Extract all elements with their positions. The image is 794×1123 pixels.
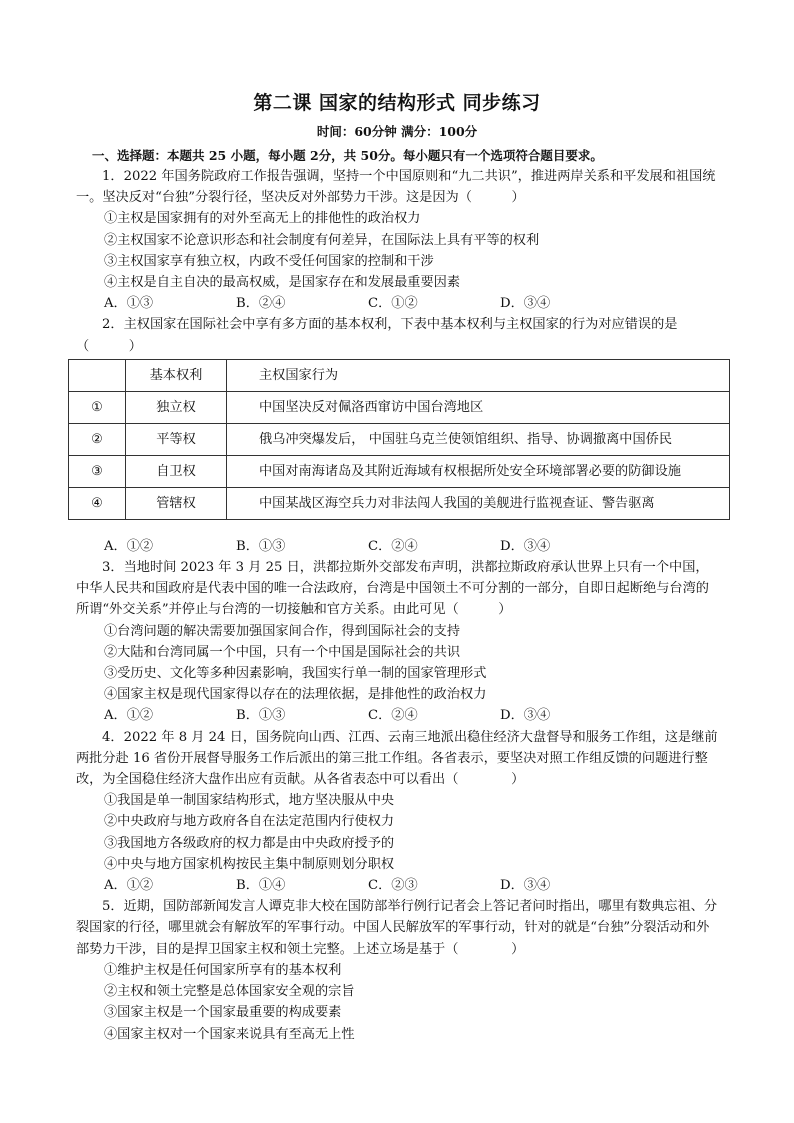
- statement-option: ④国家主权是现代国家得以存在的法理依据，是排他性的政治权力: [104, 687, 487, 703]
- choice-c[interactable]: C．②④: [368, 538, 418, 554]
- statement-option: ④中央与地方国家机构按民主集中制原则划分职权: [104, 856, 395, 872]
- table-cell: 俄乌冲突爆发后， 中国驻乌克兰使领馆组织、指导、协调撤离中国侨民: [227, 423, 730, 455]
- question-4: [76, 727, 720, 897]
- table-row: [69, 423, 730, 455]
- statement-option: ②主权国家不论意识形态和社会制度有何差异，在国际法上具有平等的权利: [104, 232, 540, 248]
- page-title: 第二课 国家的结构形式 同步练习: [253, 92, 541, 114]
- question-stem: 3．当地时间 2023 年 3 月 25 日，洪都拉斯外交部发布声明，洪都拉斯政府承认世界上只有一个中国，中华人民共和国政府是代表中国的唯一合法政府，台湾是中国领土不可分割的一部分，自即日起断绝与台湾的所谓“外交关系”并停止与台湾的一切接触和官方关系。由此可见（ ）: [76, 560, 709, 618]
- table-row: [69, 391, 730, 423]
- choice-a[interactable]: A．①②: [104, 538, 154, 554]
- choice-b[interactable]: B．①③: [236, 538, 286, 554]
- statement-option: ③我国地方各级政府的权力都是由中央政府授予的: [104, 835, 395, 851]
- choice-b[interactable]: B．②④: [236, 296, 286, 312]
- table-header-cell: [69, 359, 126, 391]
- table-row: [69, 487, 730, 519]
- question-3: [76, 557, 720, 727]
- answer-choices: [104, 536, 720, 557]
- question-stem: 5．近期，国防部新闻发言人谭克非大校在国防部举行例行记者会上答记者问时指出，哪里有数典忘祖、分裂国家的行径，哪里就会有解放军的军事行动。中国人民解放军的军事行动，针对的就是“台独”分裂活动和外部势力干涉，目的是捍卫国家主权和领土完整。上述立场是基于（ ）: [76, 899, 718, 957]
- statement-option: ③受历史、文化等多种因素影响，我国实行单一制的国家管理形式: [104, 666, 487, 682]
- question-5: [76, 896, 720, 1044]
- choice-b[interactable]: B．①③: [236, 708, 286, 724]
- statement-option: ②中央政府与地方政府各自在法定范围内行使权力: [104, 814, 395, 830]
- table-header-cell: 基本权利: [126, 359, 227, 391]
- choice-c[interactable]: C．②③: [368, 878, 418, 894]
- table-cell: 中国坚决反对佩洛西窜访中国台湾地区: [227, 391, 730, 423]
- choice-c[interactable]: C．①②: [368, 296, 418, 312]
- statement-option: ①台湾问题的解决需要加强国家间合作，得到国际社会的支持: [104, 623, 461, 639]
- choice-d[interactable]: D．③④: [500, 878, 551, 894]
- exam-meta: 时间：60分钟 满分：100分: [316, 124, 478, 139]
- statement-option: ①我国是单一制国家结构形式，地方坚决服从中央: [104, 793, 395, 809]
- table-cell: ①: [69, 391, 126, 423]
- question-2: [76, 314, 720, 557]
- table-cell: 平等权: [126, 423, 227, 455]
- choice-d[interactable]: D．③④: [500, 538, 551, 554]
- table-cell: 自卫权: [126, 455, 227, 487]
- statement-option: ①维护主权是任何国家所享有的基本权利: [104, 962, 342, 978]
- statement-option: ②大陆和台湾同属一个中国，只有一个中国是国际社会的共识: [104, 644, 461, 660]
- statement-option: ③国家主权是一个国家最重要的构成要素: [104, 1005, 342, 1021]
- table-header-row: [69, 359, 730, 391]
- choice-a[interactable]: A．①③: [104, 296, 154, 312]
- choice-d[interactable]: D．③④: [500, 296, 551, 312]
- question-1: [76, 166, 720, 314]
- statement-option: ③主权国家享有独立权，内政不受任何国家的控制和干涉: [104, 253, 434, 269]
- table-cell: 管辖权: [126, 487, 227, 519]
- table-cell: 中国对南海诸岛及其附近海域有权根据所处安全环境部署必要的防御设施: [227, 455, 730, 487]
- table-cell: ③: [69, 455, 126, 487]
- choice-d[interactable]: D．③④: [500, 708, 551, 724]
- question-stem: 4．2022 年 8 月 24 日，国务院向山西、江西、云南三地派出稳住经济大盘督导和服务工作组，这是继前两批分赴 16 省份开展督导服务工作后派出的第三批工作组。各省表示，要坚决对照工作组反馈的问题进行整改，为全国稳住经济大盘作出应有贡献。从各省表态中可以看出（ ）: [76, 729, 718, 788]
- statement-option: ②主权和领土完整是总体国家安全观的宗旨: [104, 984, 355, 1000]
- choice-b[interactable]: B．①④: [236, 878, 286, 894]
- statement-option: ①主权是国家拥有的对外至高无上的排他性的政治权力: [104, 211, 421, 227]
- questions: [76, 166, 720, 1045]
- answer-choices: [104, 705, 720, 726]
- table-cell: 独立权: [126, 391, 227, 423]
- rights-table: [68, 359, 730, 520]
- table-header-cell: 主权国家行为: [227, 359, 730, 391]
- choice-a[interactable]: A．①②: [104, 878, 154, 894]
- question-stem: 1．2022 年国务院政府工作报告强调，坚持一个中国原则和“九二共识”，推进两岸关系和平发展和祖国统一。坚决反对“台独”分裂行径，坚决反对外部势力干涉。这是因为（ ）: [76, 169, 716, 206]
- answer-choices: [104, 293, 720, 314]
- choice-c[interactable]: C．②④: [368, 708, 418, 724]
- statement-option: ④主权是自主自决的最高权威，是国家存在和发展最重要因素: [104, 275, 461, 291]
- section-heading: 一、选择题：本题共 25 小题，每小题 2分，共 50分。每小题只有一个选项符合题目要求。: [92, 148, 603, 163]
- table-cell: 中国某战区海空兵力对非法闯人我国的美舰进行监视查证、警告驱离: [227, 487, 730, 519]
- answer-choices: [104, 875, 720, 896]
- table-cell: ②: [69, 423, 126, 455]
- question-stem: 2．主权国家在国际社会中享有多方面的基本权利，下表中基本权利与主权国家的行为对应错误的是（ ）: [76, 317, 678, 354]
- table-row: [69, 455, 730, 487]
- table-cell: ④: [69, 487, 126, 519]
- choice-a[interactable]: A．①②: [104, 708, 154, 724]
- statement-option: ④国家主权对一个国家来说具有至高无上性: [104, 1026, 355, 1042]
